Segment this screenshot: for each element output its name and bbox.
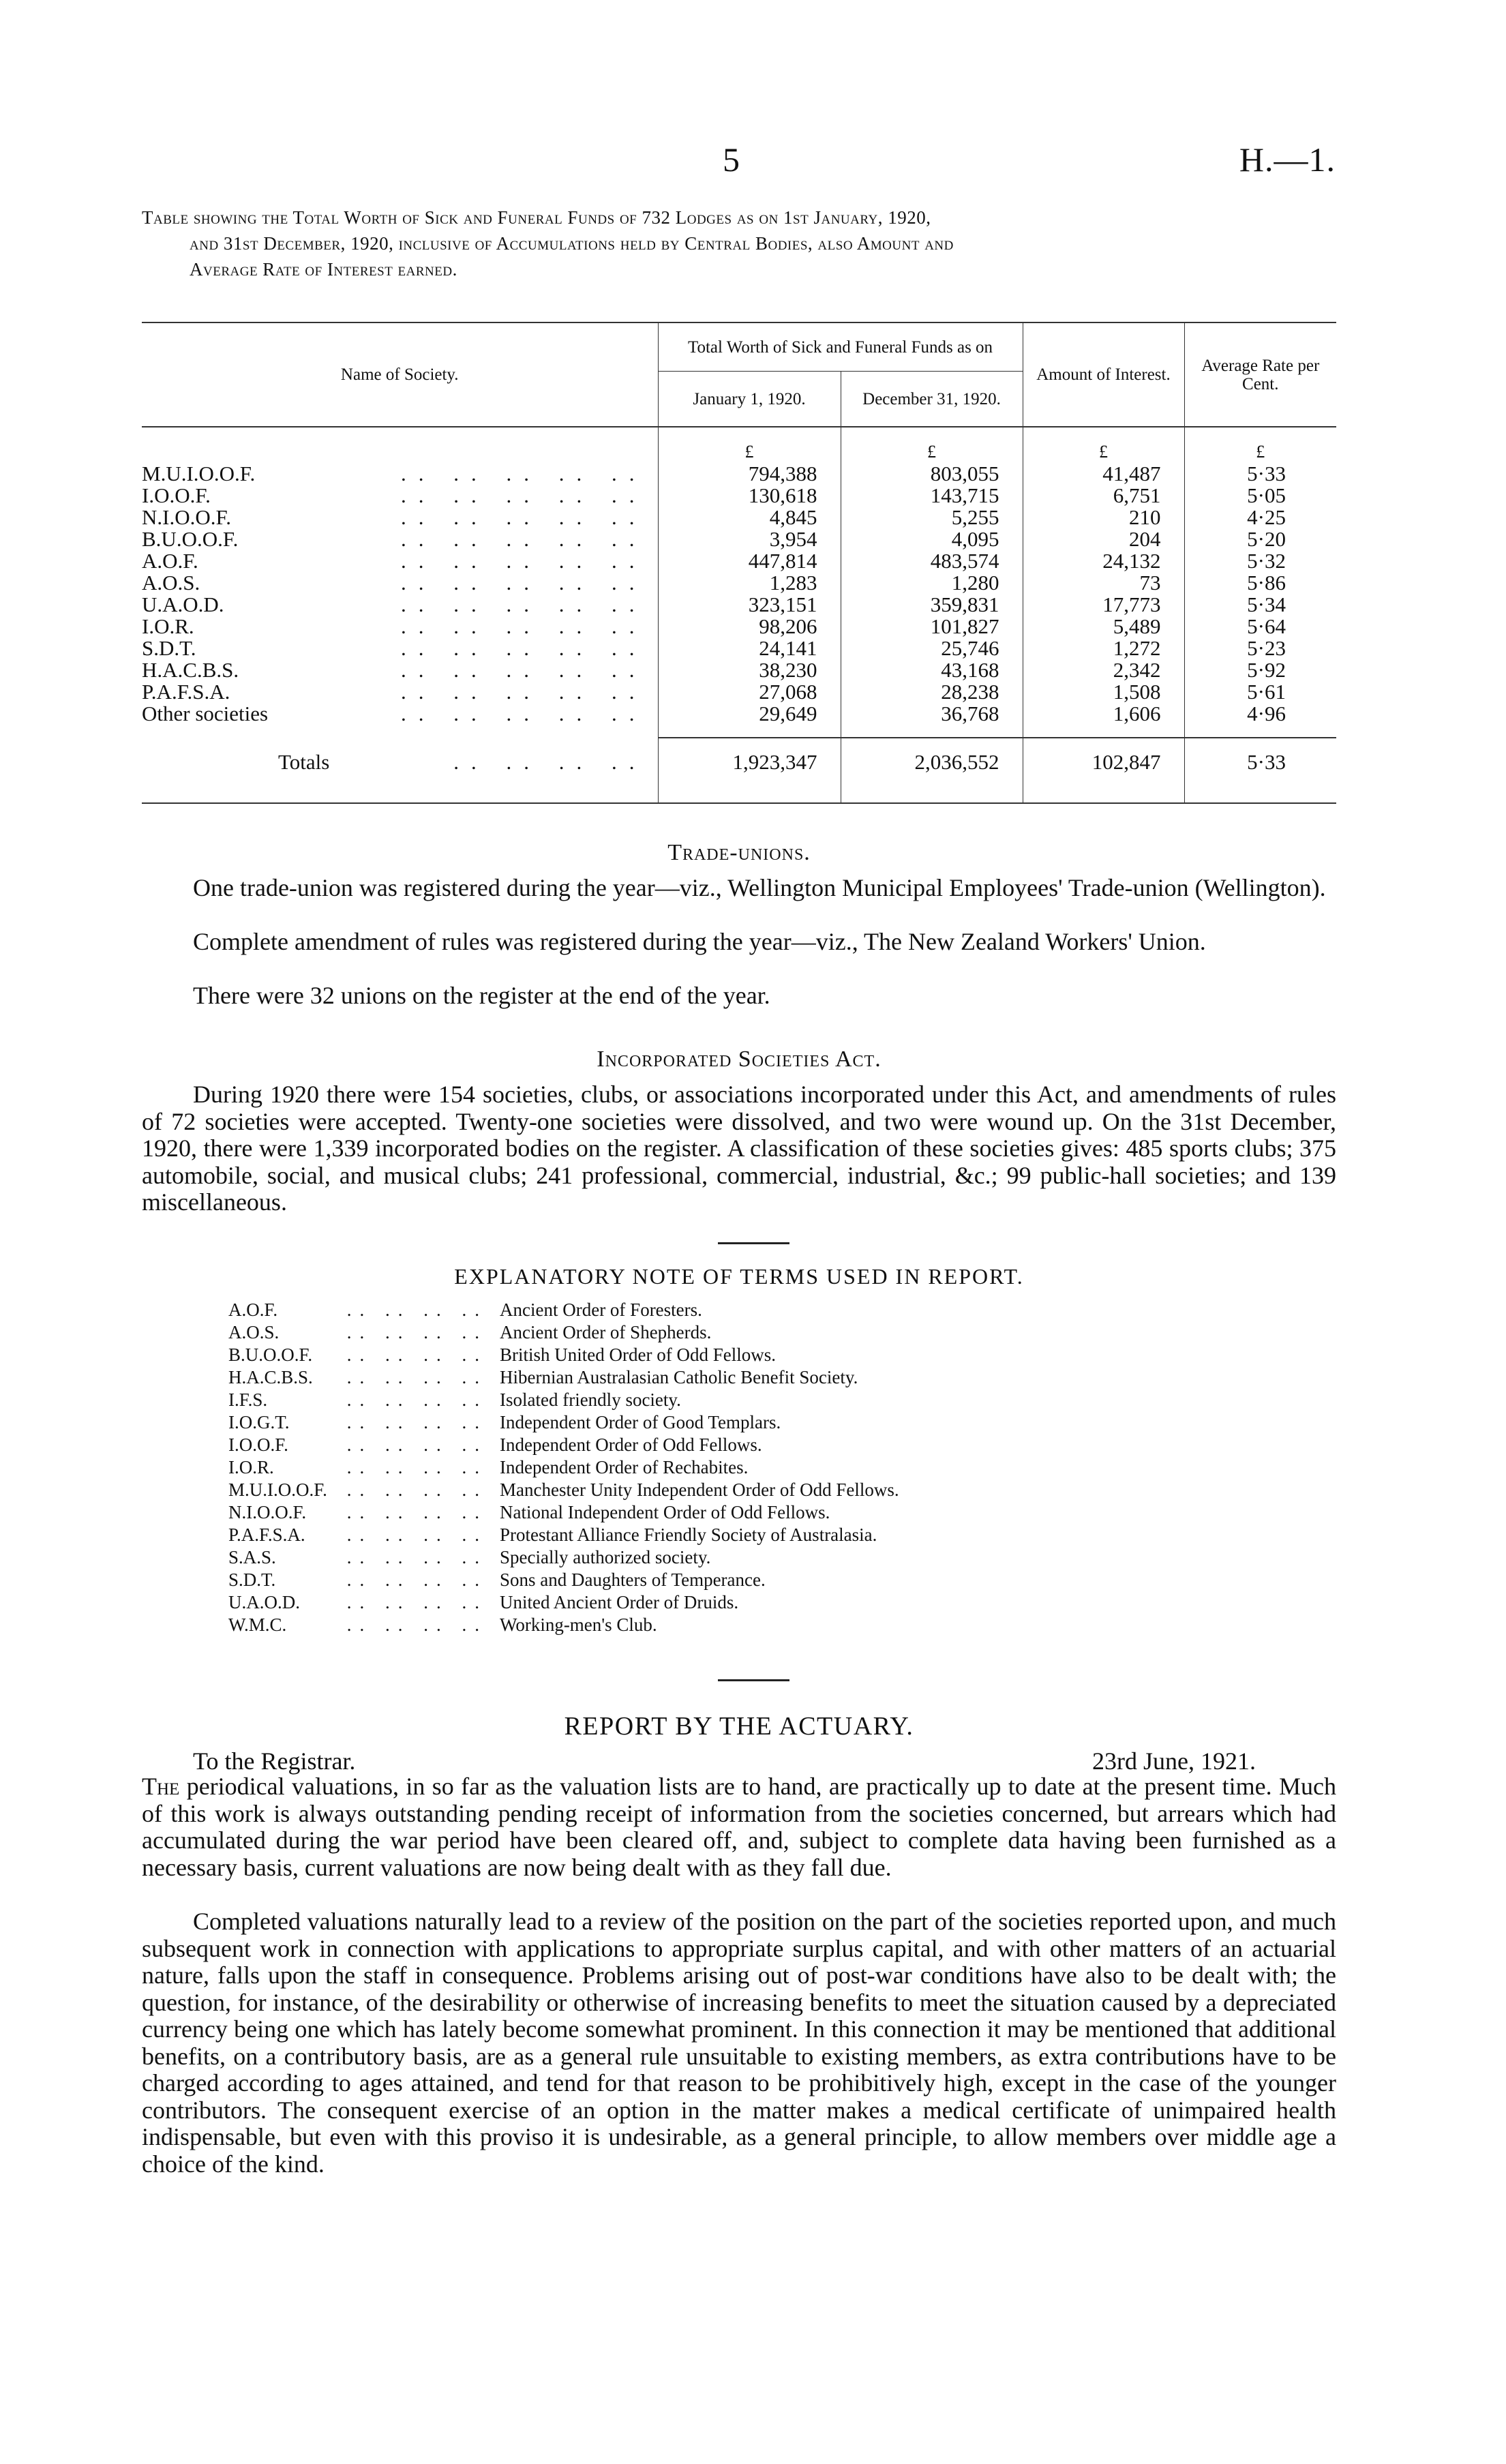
glossary-definition: Isolated friendly society.: [500, 1389, 681, 1410]
interest-value: 73: [1023, 572, 1184, 594]
glossary-definition: Protestant Alliance Friendly Society of Australasia.: [500, 1524, 877, 1545]
society-name: P.A.F.S.A.: [142, 680, 230, 704]
trade-unions-text-1: One trade-union was registered during the year—viz., Wellington Municipal Employees' Trade-union (Wellington).: [193, 874, 1326, 901]
interest-value: 204: [1023, 528, 1184, 550]
leader-dots: .. .. .. .. ..: [401, 592, 647, 616]
leader-dots: .. .. .. .. ..: [401, 636, 647, 660]
totals-dec: 2,036,552: [841, 738, 1023, 786]
glossary-definition: Hibernian Australasian Catholic Benefit Society.: [500, 1367, 858, 1387]
dropcap-word: The: [142, 1773, 180, 1800]
table-row: [142, 507, 1336, 528]
leader-dots: .. .. .. ..: [346, 1502, 487, 1522]
rate-value: 4·25: [1184, 507, 1336, 528]
glossary-abbr: A.O.S.: [228, 1322, 280, 1342]
jan-value: 27,068: [658, 681, 841, 703]
jan-value: 3,954: [658, 528, 841, 550]
glossary-entry: [228, 1591, 1251, 1614]
interest-value: 41,487: [1023, 463, 1184, 485]
glossary-abbr: B.U.O.O.F.: [228, 1344, 313, 1365]
glossary-definition: Ancient Order of Shepherds.: [500, 1322, 712, 1342]
col-header-interest: Amount of Interest.: [1023, 322, 1184, 427]
trade-unions-text-3: There were 32 unions on the register at the end of the year.: [193, 982, 770, 1009]
jan-value: 794,388: [658, 463, 841, 485]
rate-value: 5·64: [1184, 616, 1336, 637]
interest-value: 5,489: [1023, 616, 1184, 637]
col-header-total-worth: Total Worth of Sick and Funeral Funds as on: [658, 322, 1023, 372]
caption-line-2: and 31st December, 1920, inclusive of Accumulations held by Central Bodies, also Amount and: [190, 233, 954, 254]
glossary-entry: [228, 1569, 1251, 1591]
dec-value: 803,055: [841, 463, 1023, 485]
glossary-list: [228, 1299, 1251, 1636]
incorporated-societies-heading: Incorporated Societies Act.: [597, 1047, 882, 1072]
addressee: To the Registrar.: [193, 1747, 356, 1775]
table-row: [142, 659, 1336, 681]
society-name: H.A.C.B.S.: [142, 658, 239, 682]
glossary-abbr: N.I.O.O.F.: [228, 1502, 307, 1522]
actuary-report-heading: REPORT BY THE ACTUARY.: [564, 1712, 914, 1741]
dec-value: 101,827: [841, 616, 1023, 637]
divider: [718, 1679, 789, 1681]
trade-unions-para-1: [142, 875, 1336, 902]
rate-value: 5·33: [1184, 463, 1336, 485]
table-row: [142, 463, 1336, 485]
interest-value: 1,508: [1023, 681, 1184, 703]
unit-rate: £: [1184, 427, 1336, 463]
col-header-dec: December 31, 1920.: [841, 372, 1023, 427]
incorporated-societies-para: [142, 1081, 1336, 1216]
actuary-para-2: [142, 1908, 1336, 2178]
interest-value: 1,272: [1023, 637, 1184, 659]
document-reference: H.—1.: [1239, 140, 1336, 179]
leader-dots: .. .. .. .. ..: [401, 483, 647, 507]
glossary-definition: Independent Order of Good Templars.: [500, 1412, 781, 1432]
jan-value: 447,814: [658, 550, 841, 572]
dec-value: 36,768: [841, 703, 1023, 725]
leader-dots: .. .. .. ..: [346, 1614, 487, 1635]
leader-dots: .. .. .. ..: [346, 1457, 487, 1477]
leader-dots: .. .. .. ..: [346, 1592, 487, 1612]
society-name: B.U.O.O.F.: [142, 527, 239, 551]
interest-value: 6,751: [1023, 485, 1184, 507]
interest-value: 210: [1023, 507, 1184, 528]
trade-unions-para-2: [142, 929, 1336, 956]
col-header-jan: January 1, 1920.: [658, 372, 841, 427]
interest-value: 1,606: [1023, 703, 1184, 725]
glossary-entry: [228, 1524, 1251, 1546]
glossary-abbr: W.M.C.: [228, 1614, 287, 1635]
glossary-entry: [228, 1389, 1251, 1411]
glossary-definition: Ancient Order of Foresters.: [500, 1299, 702, 1320]
society-name: A.O.F.: [142, 549, 198, 573]
table-row: [142, 572, 1336, 594]
glossary-abbr: S.D.T.: [228, 1569, 276, 1590]
glossary-entry: [228, 1411, 1251, 1434]
col-header-rate: Average Rate per Cent.: [1184, 322, 1336, 427]
jan-value: 24,141: [658, 637, 841, 659]
table-row: [142, 681, 1336, 703]
interest-value: 17,773: [1023, 594, 1184, 616]
glossary-definition: United Ancient Order of Druids.: [500, 1592, 739, 1612]
rate-value: 5·32: [1184, 550, 1336, 572]
jan-value: 98,206: [658, 616, 841, 637]
glossary-abbr: M.U.I.O.O.F.: [228, 1479, 327, 1500]
leader-dots: .. .. .. ..: [346, 1547, 487, 1567]
glossary-abbr: I.O.R.: [228, 1457, 274, 1477]
rate-value: 4·96: [1184, 703, 1336, 725]
actuary-text-1: periodical valuations, in so far as the valuation lists are to hand, are practically up to date at the present time. Much of this work is always outstanding pending receipt of information from the societies concerned, but arrears which had accumulated during the war period have been cleared off, and, subject to complete data having been furnished as a necessary basis, current valuations are now being dealt with as they fall due.: [142, 1773, 1336, 1881]
glossary-definition: Manchester Unity Independent Order of Odd Fellows.: [500, 1479, 899, 1500]
dec-value: 143,715: [841, 485, 1023, 507]
leader-dots: .. .. .. .. ..: [401, 571, 647, 595]
society-name: A.O.S.: [142, 571, 200, 595]
glossary-definition: Independent Order of Odd Fellows.: [500, 1434, 762, 1455]
totals-jan: 1,923,347: [658, 738, 841, 786]
glossary-entry: [228, 1501, 1251, 1524]
dec-value: 25,746: [841, 637, 1023, 659]
totals-label: Totals: [278, 749, 330, 774]
trade-unions-para-3: [142, 982, 1336, 1010]
glossary-definition: Independent Order of Rechabites.: [500, 1457, 749, 1477]
dec-value: 43,168: [841, 659, 1023, 681]
leader-dots: .. .. .. .. ..: [401, 549, 647, 573]
society-name: M.U.I.O.O.F.: [142, 462, 256, 485]
leader-dots: .. .. .. .. ..: [401, 505, 647, 529]
totals-rate: 5·33: [1184, 738, 1336, 786]
leader-dots: .. .. .. ..: [346, 1524, 487, 1545]
leader-dots: .. .. .. ..: [346, 1322, 487, 1342]
jan-value: 1,283: [658, 572, 841, 594]
society-name: N.I.O.O.F.: [142, 505, 231, 529]
leader-dots: .. .. .. .. ..: [401, 462, 647, 485]
glossary-entry: [228, 1434, 1251, 1456]
glossary-abbr: A.O.F.: [228, 1299, 278, 1320]
glossary-heading: EXPLANATORY NOTE OF TERMS USED IN REPORT.: [454, 1264, 1024, 1289]
leader-dots: .. .. .. ..: [346, 1344, 487, 1365]
dec-value: 4,095: [841, 528, 1023, 550]
funds-table: [142, 322, 1336, 804]
society-name: S.D.T.: [142, 636, 196, 660]
col-header-name: Name of Society.: [142, 322, 658, 427]
incorporated-societies-text: During 1920 there were 154 societies, clubs, or associations incorporated under this Act, and amendments of rules of 72 societies were accepted. Twenty-one societies were dissolved, and two were wound up. On the 31st December, 1920, there were 1,339 incorporated bodies on the register. A classification of these societies gives: 485 sports clubs; 375 automobile, social, and musical clubs; 241 professional, commercial, industrial, &c.; 99 public-hall societies; and 139 miscellaneous.: [142, 1081, 1336, 1216]
table-row: [142, 528, 1336, 550]
caption-line-1: Table showing the Total Worth of Sick and Funeral Funds of 732 Lodges as on 1st January, 1920,: [142, 207, 931, 228]
unit-interest: £: [1023, 427, 1184, 463]
table-row: [142, 637, 1336, 659]
caption-line-3: Average Rate of Interest earned.: [190, 259, 457, 280]
rate-value: 5·05: [1184, 485, 1336, 507]
glossary-abbr: I.O.O.F.: [228, 1434, 288, 1455]
glossary-definition: Working-men's Club.: [500, 1614, 657, 1635]
dec-value: 1,280: [841, 572, 1023, 594]
letter-header: [142, 1747, 1336, 1774]
dec-value: 359,831: [841, 594, 1023, 616]
glossary-entry: [228, 1546, 1251, 1569]
glossary-entry: [228, 1479, 1251, 1501]
rate-value: 5·86: [1184, 572, 1336, 594]
rate-value: 5·23: [1184, 637, 1336, 659]
leader-dots: .. .. .. .. ..: [401, 658, 647, 682]
society-name: U.A.O.D.: [142, 592, 224, 616]
rate-value: 5·20: [1184, 528, 1336, 550]
totals-row: [142, 738, 1336, 786]
society-name: I.O.R.: [142, 614, 194, 638]
leader-dots: .. .. .. ..: [346, 1299, 487, 1320]
table-row: [142, 703, 1336, 725]
dec-value: 5,255: [841, 507, 1023, 528]
glossary-abbr: I.O.G.T.: [228, 1412, 290, 1432]
jan-value: 130,618: [658, 485, 841, 507]
society-name: I.O.O.F.: [142, 483, 211, 507]
rate-value: 5·61: [1184, 681, 1336, 703]
page-number: 5: [723, 140, 740, 179]
glossary-entry: [228, 1366, 1251, 1389]
society-name: Other societies: [142, 702, 269, 725]
divider: [718, 1242, 789, 1244]
leader-dots: .. .. .. .. ..: [401, 527, 647, 551]
rate-value: 5·92: [1184, 659, 1336, 681]
table-row: [142, 550, 1336, 572]
leader-dots: .. .. .. .. ..: [401, 702, 647, 725]
leader-dots: .. .. .. ..: [453, 749, 647, 774]
leader-dots: .. .. .. .. ..: [401, 680, 647, 704]
glossary-definition: National Independent Order of Odd Fellows.: [500, 1502, 830, 1522]
leader-dots: .. .. .. ..: [346, 1389, 487, 1410]
glossary-entry: [228, 1299, 1251, 1321]
leader-dots: .. .. .. ..: [346, 1479, 487, 1500]
table-row: [142, 485, 1336, 507]
leader-dots: .. .. .. ..: [346, 1434, 487, 1455]
glossary-entry: [228, 1321, 1251, 1344]
report-date: 23rd June, 1921.: [1092, 1747, 1256, 1775]
dec-value: 28,238: [841, 681, 1023, 703]
glossary-definition: British United Order of Odd Fellows.: [500, 1344, 776, 1365]
glossary-entry: [228, 1614, 1251, 1636]
table-caption: [142, 205, 1336, 282]
trade-unions-heading: Trade-unions.: [667, 840, 811, 865]
glossary-abbr: I.F.S.: [228, 1389, 268, 1410]
units-row: [142, 427, 1336, 463]
actuary-para-1: [142, 1773, 1336, 1881]
interest-value: 2,342: [1023, 659, 1184, 681]
glossary-entry: [228, 1344, 1251, 1366]
dec-value: 483,574: [841, 550, 1023, 572]
glossary-definition: Sons and Daughters of Temperance.: [500, 1569, 766, 1590]
totals-interest: 102,847: [1023, 738, 1184, 786]
unit-dec: £: [841, 427, 1023, 463]
rate-value: 5·34: [1184, 594, 1336, 616]
jan-value: 323,151: [658, 594, 841, 616]
glossary-entry: [228, 1456, 1251, 1479]
table-row: [142, 616, 1336, 637]
glossary-abbr: U.A.O.D.: [228, 1592, 300, 1612]
leader-dots: .. .. .. ..: [346, 1569, 487, 1590]
glossary-abbr: S.A.S.: [228, 1547, 276, 1567]
leader-dots: .. .. .. .. ..: [401, 614, 647, 638]
glossary-definition: Specially authorized society.: [500, 1547, 711, 1567]
jan-value: 29,649: [658, 703, 841, 725]
glossary-abbr: H.A.C.B.S.: [228, 1367, 313, 1387]
leader-dots: .. .. .. ..: [346, 1367, 487, 1387]
glossary-abbr: P.A.F.S.A.: [228, 1524, 305, 1545]
table-row: [142, 594, 1336, 616]
leader-dots: .. .. .. ..: [346, 1412, 487, 1432]
unit-jan: £: [658, 427, 841, 463]
interest-value: 24,132: [1023, 550, 1184, 572]
actuary-text-2: Completed valuations naturally lead to a review of the position on the part of the societies reported upon, and much subsequent work in connection with applications to appropriate surplus capital, and with other matters of an actuarial nature, falls upon the staff in consequence. Problems arising out of post-war conditions have also to be dealt with; the question, for instance, of the desirability or otherwise of increasing benefits to meet the situation caused by a depreciated currency being one which has lately become somewhat prominent. In this connection it may be mentioned that additional benefits, on a contributory basis, are as a general rule unsuitable to existing members, as extra contributions have to be charged according to ages attained, and tend for that reason to be prohibitively high, except in the case of the younger contributors. The consequent exercise of an option in the matter makes a medical certificate of unimpaired health indispensable, but even with this proviso it is undesirable, as a general principle, to allow members over middle age a choice of the kind.: [142, 1908, 1336, 2178]
trade-unions-text-2: Complete amendment of rules was registered during the year—viz., The New Zealand Workers' Union.: [193, 928, 1206, 955]
jan-value: 4,845: [658, 507, 841, 528]
jan-value: 38,230: [658, 659, 841, 681]
